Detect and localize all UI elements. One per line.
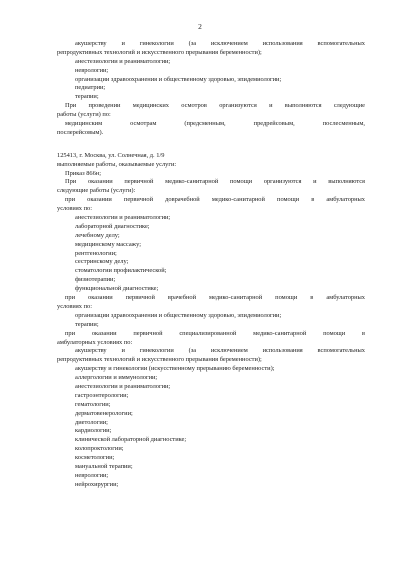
text-line: следующие работы (услуги): <box>57 187 136 195</box>
page-number: 2 <box>198 22 202 31</box>
text-line: лечебному делу; <box>75 231 120 239</box>
text-line: гастроэнтерологии; <box>75 391 129 399</box>
text-line: выполняемые работы, оказываемые услуги: <box>57 160 177 168</box>
text-line: послерейсовым). <box>57 128 104 136</box>
text-line: анестезиологии и реаниматологии; <box>75 57 171 65</box>
document-body <box>57 40 365 490</box>
text-line: Приказ 866н; <box>65 169 101 177</box>
text-line: медицинским осмотрам (предсменным, предрейсовым, послесменным, <box>65 120 365 128</box>
section-medical-examinations <box>57 40 365 138</box>
text-line: организации здравоохранения и общественному здоровью, эпидемиологии; <box>75 75 282 83</box>
text-line: мануальной терапии; <box>75 462 133 470</box>
text-line: колопроктологии; <box>75 445 124 453</box>
text-line: условиях по: <box>57 205 92 213</box>
text-line: условиях по: <box>57 302 92 310</box>
text-line: косметологии; <box>75 454 115 462</box>
text-line: организации здравоохранения и общественному здоровью, эпидемиологии; <box>75 311 282 319</box>
text-line: педиатрии; <box>75 84 106 92</box>
text-line: терапии; <box>75 320 99 328</box>
text-line: терапии; <box>75 93 99 101</box>
text-line: анестезиологии и реаниматологии; <box>75 382 171 390</box>
text-line: дерматовенерологии; <box>75 409 133 417</box>
text-line: диетологии; <box>75 418 108 426</box>
text-line: анестезиологии и реаниматологии; <box>75 214 171 222</box>
text-line: при оказании первичной доврачебной медико-санитарной помощи в амбулаторных <box>65 196 365 204</box>
text-line: при оказании первичной врачебной медико-санитарной помощи в амбулаторных <box>65 294 365 302</box>
text-line: акушерству и гинекологии (за исключением использования вспомогательных <box>75 347 365 355</box>
text-line: акушерству и гинекологии (искусственному прерыванию беременности); <box>75 365 275 373</box>
section-spacer <box>57 138 365 152</box>
text-line: нейрохирургии; <box>75 480 119 488</box>
text-line: аллергологии и иммунологии; <box>75 374 158 382</box>
text-line: клинической лабораторной диагностике; <box>75 436 187 444</box>
text-line: работы (услуги) по: <box>57 111 111 119</box>
text-line: рентгенологии; <box>75 249 117 257</box>
text-line: 125413, г. Москва, ул. Солнечная, д. 1/9 <box>57 151 165 159</box>
text-line: сестринскому делу; <box>75 258 129 266</box>
text-line: акушерству и гинекологии (за исключением использования вспомогательных <box>75 40 365 47</box>
section-address-services <box>57 152 365 490</box>
text-line: физиотерапии; <box>75 276 116 284</box>
text-line: неврологии; <box>75 66 109 74</box>
text-line: лабораторной диагностике; <box>75 222 150 230</box>
text-line: При проведении медицинских осмотров организуются и выполняются следующие <box>65 102 365 110</box>
text-line: медицинскому массажу; <box>75 240 141 248</box>
text-line: При оказании первичной медико-санитарной помощи организуются и выполняются <box>65 178 365 186</box>
text-line: при оказании первичной специализированной медико-санитарной помощи в <box>65 329 365 337</box>
text-line: стоматологии профилактической; <box>75 267 167 275</box>
text-line: репродуктивных технологий и искусственного прерывания беременности); <box>57 48 262 56</box>
text-line: кардиологии; <box>75 427 112 435</box>
text-line: функциональной диагностике; <box>75 285 159 293</box>
text-line: неврологии; <box>75 471 109 479</box>
text-line: гематологии; <box>75 400 111 408</box>
text-line: репродуктивных технологий и искусственного прерывания беременности); <box>57 356 262 364</box>
text-line: амбулаторных условиях по: <box>57 338 133 346</box>
